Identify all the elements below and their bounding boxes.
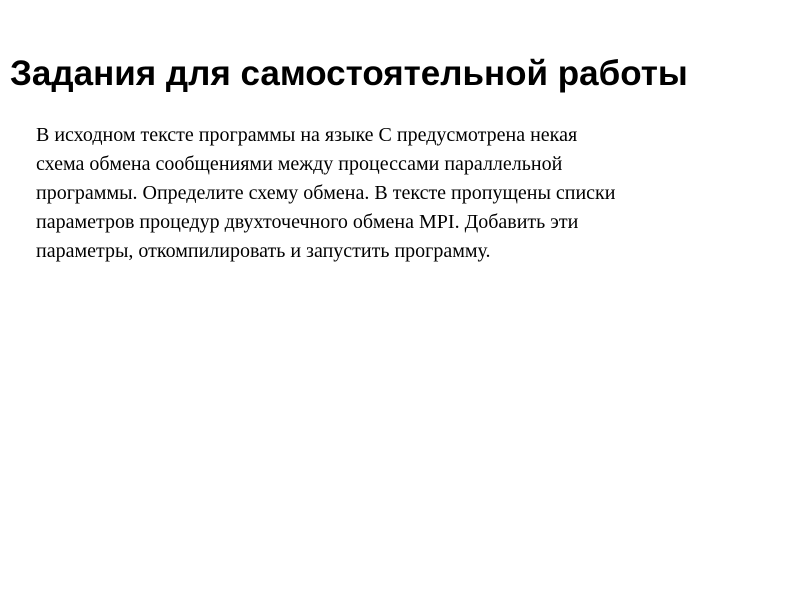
task-description-line: параметров процедур двухточечного обмена MPI. Добавить эти xyxy=(36,211,579,233)
task-description-line: В исходном тексте программы на языке С предусмотрена некая xyxy=(36,124,578,146)
task-description-line: параметры, откомпилировать и запустить программу. xyxy=(36,240,491,262)
task-description-line: схема обмена сообщениями между процессами параллельной xyxy=(36,153,563,175)
slide-title: Задания для самостоятельной работы xyxy=(10,54,688,93)
task-description-line: программы. Определите схему обмена. В тексте пропущены списки xyxy=(36,182,616,204)
task-description xyxy=(36,121,736,266)
